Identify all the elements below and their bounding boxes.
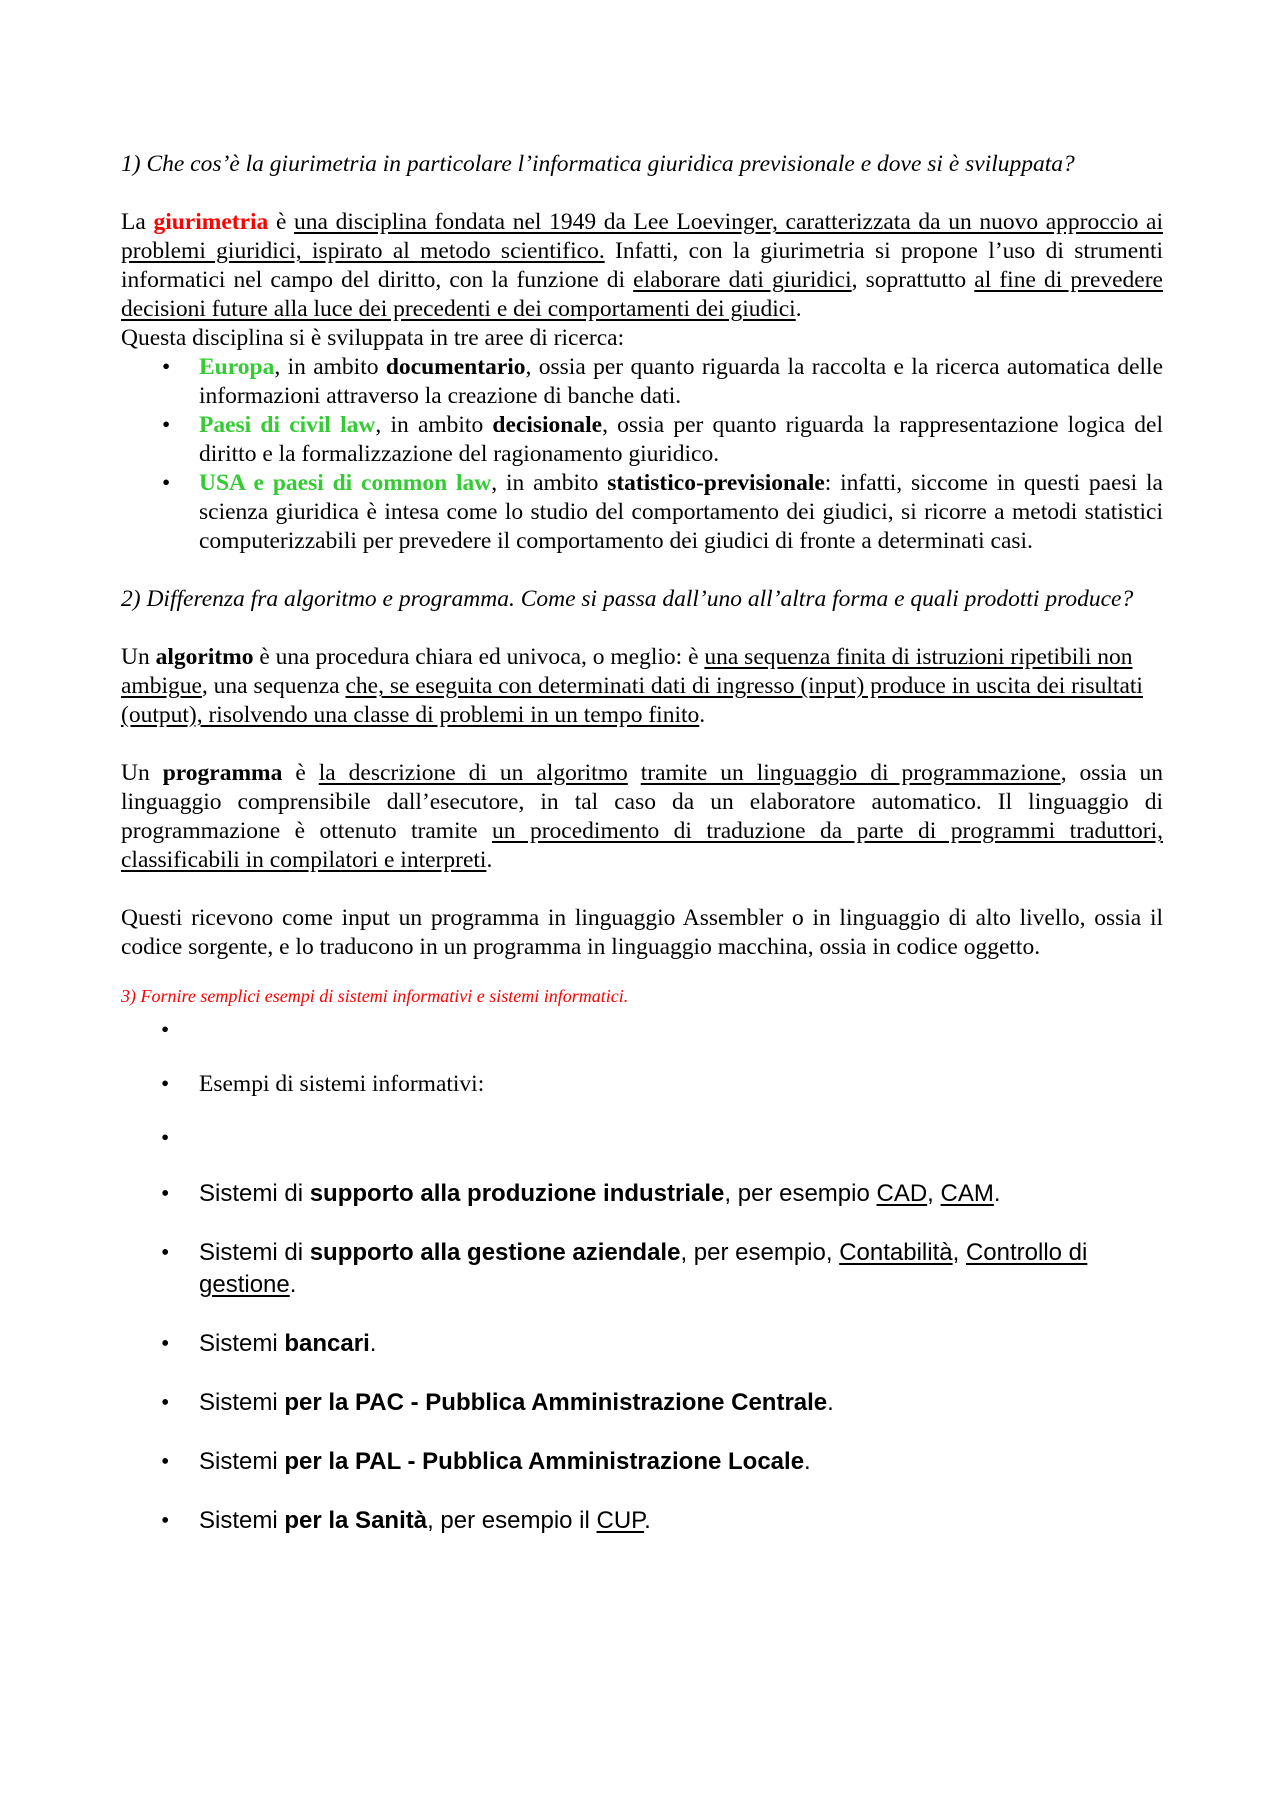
list-item: • Sistemi di supporto alla produzione industriale, per esempio CAD, CAM. (161, 1180, 1001, 1207)
link-contabilita[interactable]: Contabilità (839, 1239, 953, 1266)
question-2-title: 2) Differenza fra algoritmo e programma. Come si passa dall’uno all’altra forma e quali prodotti produce? (121, 586, 1134, 612)
document-content (121, 150, 1163, 1564)
list-item-intro: • Esempi di sistemi informativi: (161, 1071, 485, 1097)
compilers-paragraph: Questi ricevono come input un programma in linguaggio Assembler o in linguaggio di alto livello, ossia il codice sorgente, e lo traducono in un programma in linguaggio macchina, ossia in codice oggetto. (121, 905, 1163, 960)
list-item: • Sistemi per la PAL - Pubblica Amministrazione Locale. (161, 1448, 811, 1475)
algoritmo-definition: Un algoritmo è una procedura chiara ed univoca, o meglio: è una sequenza finita di istruzioni ripetibili non ambigue, una sequenza che, se eseguita con determinati dati di ingresso (input) produce in uscita dei risultati (output), risolvendo una classe di problemi in un tempo finito. (121, 644, 1143, 728)
link-cad[interactable]: CAD (876, 1180, 928, 1207)
link-cup[interactable]: CUP (596, 1507, 645, 1534)
term-giurimetria: giurimetria (153, 209, 269, 235)
link-cam[interactable]: CAM (940, 1180, 994, 1207)
list-item: • Sistemi di supporto alla gestione aziendale, per esempio, Contabilità, Controllo di gestione. (161, 1239, 1088, 1298)
research-areas-list (121, 353, 1163, 556)
giurimetria-definition: La giurimetria è una disciplina fondata nel 1949 da Lee Loevinger, caratterizzata da un nuovo approccio ai problemi giuridici, ispirato al metodo scientifico. Infatti, con la giurimetria si propone l’uso di strumenti informatici nel campo del diritto, con la funzione di elaborare dati giuridici, soprattutto al fine di prevedere decisioni future alla luce dei precedenti e dei comportamenti dei giudici. (121, 209, 1164, 322)
list-item: • Paesi di civil law, in ambito decisionale, ossia per quanto riguarda la rappresentazione logica del diritto e la formalizzazione del ragionamento giuridico. (162, 412, 1164, 467)
question-3-title: 3) Fornire semplici esempi di sistemi informativi e sistemi informatici. (121, 986, 629, 1006)
question-1-title: 1) Che cos’è la giurimetria in particolare l’informatica giuridica previsionale e dove si è sviluppata? (121, 151, 1075, 177)
list-item: • USA e paesi di common law, in ambito statistico-previsionale: infatti, siccome in questi paesi la scienza giuridica è intesa come lo studio del comportamento dei giudici, si ricorre a metodi statistici computerizzabili per prevedere il comportamento dei giudici di fronte a determinati casi. (162, 470, 1163, 554)
list-item: • Sistemi per la Sanità, per esempio il CUP. (161, 1507, 651, 1534)
list-item: • Sistemi bancari. (161, 1330, 377, 1357)
areas-intro: Questa disciplina si è sviluppata in tre aree di ricerca: (121, 325, 625, 351)
information-systems-list (121, 1014, 1163, 1537)
empty-list-item: • (161, 1017, 170, 1043)
programma-definition: Un programma è la descrizione di un algoritmo tramite un linguaggio di programmazione, ossia un linguaggio comprensibile dall’esecutore, in tal caso da un elaboratore automatico. Il linguaggio di programmazione è ottenuto tramite un procedimento di traduzione da parte di programmi traduttori, classificabili in compilatori e interpreti. (121, 760, 1164, 873)
link-controllo-di-gestione[interactable]: Controllo di gestione (199, 1239, 1088, 1298)
empty-list-item: • (161, 1125, 170, 1151)
list-item: • Europa, in ambito documentario, ossia per quanto riguarda la raccolta e la ricerca automatica delle informazioni attraverso la creazione di banche dati. (162, 354, 1164, 409)
list-item: • Sistemi per la PAC - Pubblica Amministrazione Centrale. (161, 1389, 834, 1416)
